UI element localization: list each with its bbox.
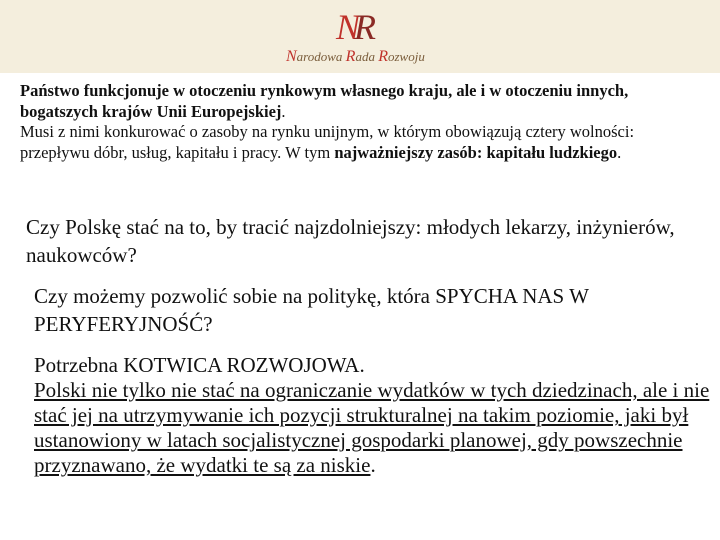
intro-line-1-text: Państwo funkcjonuje w otoczeniu rynkowym własnego kraju, ale i w otoczeniu innych, bogatszych krajów Unii Europejskiej <box>20 81 629 121</box>
logo-monogram-r: R <box>354 7 371 47</box>
question-1: Czy Polskę stać na to, by tracić najzdolniejszy: młodych lekarzy, inżynierów, naukowców? <box>26 215 675 267</box>
logo-wordmark <box>286 48 425 66</box>
intro-line-2-end: . <box>617 142 622 162</box>
logo-cap-n: N <box>286 48 297 65</box>
final-underlined-block <box>34 378 714 478</box>
final-end: . <box>370 453 376 477</box>
intro-line-2 <box>20 122 700 163</box>
intro-line-1-end: . <box>281 101 286 121</box>
intro-line-2-bold: najważniejszy zasób: kapitału ludzkiego <box>334 142 618 162</box>
logo-word-narodowa: arodowa <box>296 49 346 64</box>
question-2: Czy możemy pozwolić sobie na politykę, która SPYCHA NAS W PERYFERYJNOŚĆ? <box>34 284 589 336</box>
final-paragraph <box>34 353 714 478</box>
intro-paragraph <box>20 81 700 163</box>
intro-line-2-text: Musi z nimi konkurować o zasoby na rynku unijnym, w którym obowiązują cztery wolności: przepływu dóbr, usług, kapitału i pracy. W tym <box>20 122 635 162</box>
logo-monogram <box>336 6 370 48</box>
final-underlined-text: Polski nie tylko nie stać na ograniczanie wydatków w tych dziedzinach, ale i nie stać jej na utrzymywanie ich pozycji strukturalnej na takim poziomie, jaki był ustanowiony w latach socjalistycznej gospodarki planowej, gdy powszechnie przyznawano, że wydatki te są za niskie <box>34 378 710 477</box>
intro-line-1 <box>20 81 700 122</box>
nrr-logo <box>280 4 460 70</box>
logo-cap-r2: R <box>378 48 388 65</box>
logo-word-rozwoju: ozwoju <box>387 49 425 64</box>
logo-word-rada: ada <box>355 49 379 64</box>
header-band <box>0 0 720 73</box>
final-line-1: Potrzebna KOTWICA ROZWOJOWA. <box>34 353 365 377</box>
logo-cap-r1: R <box>345 48 356 65</box>
logo-monogram-n: N <box>336 7 355 47</box>
